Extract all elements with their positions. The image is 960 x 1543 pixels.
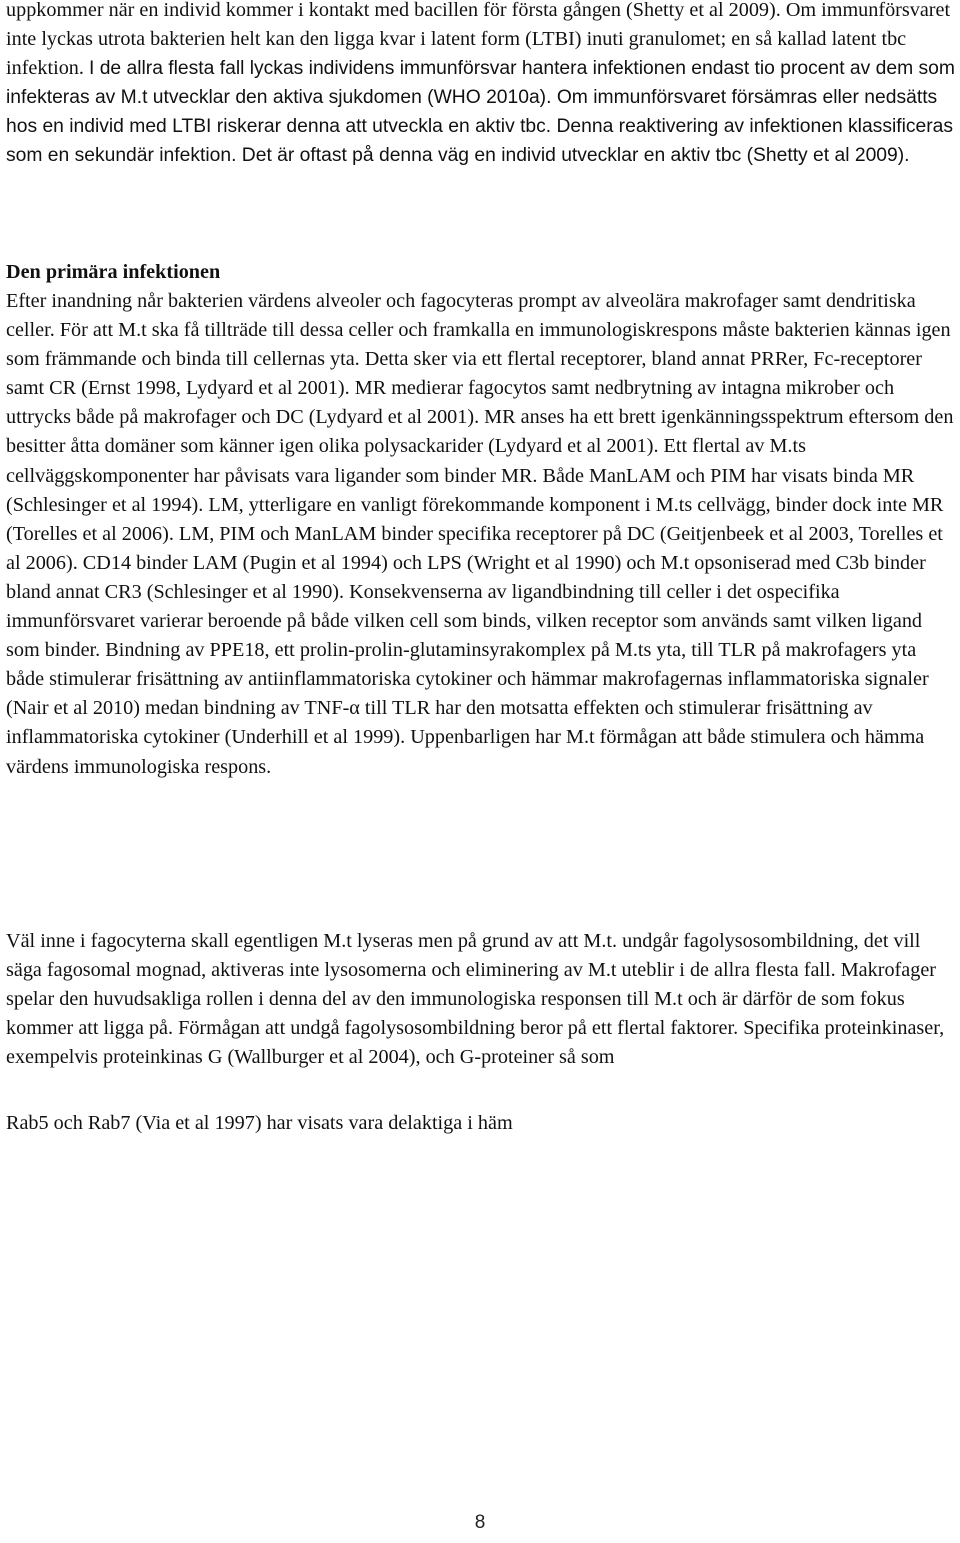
page-number: 8 (474, 1512, 486, 1533)
paragraph-phagocytes-last-line: Rab5 och Rab7 (Via et al 1997) har visats vara delaktiga i häm (6, 1112, 513, 1134)
section-heading-primary-infection: Den primära infektionen (6, 261, 221, 283)
paragraph-latent-tbc-serif-text: uppkommer när en individ kommer i kontakt med bacillen för första gången (Shetty et al 2009). Om immunförsvaret inte lyckas utrota bakterien helt kan den ligga kvar i latent form (LTBI) inuti granulomet; en så kallad latent tbc infektion. (6, 0, 951, 80)
paragraph-latent-tbc-sans-text: I de allra flesta fall lyckas individens immunförsvar hantera infektionen endast tio procent av dem som infekteras av M.t utvecklar den aktiva sjukdomen (WHO 2010a). Om immunförsvaret försämras eller nedsätts hos en individ med LTBI riskerar denna att utveckla en aktiv tbc. Denna reaktivering av infektionen klassificeras som en sekundär infektion. Det är oftast på denna väg en individ utvecklar en aktiv tbc (Shetty et al 2009). (6, 58, 955, 167)
paragraph-latent-tbc (6, 0, 956, 171)
paragraph-phagocytes: Väl inne i fagocyterna skall egentligen M.t lyseras men på grund av att M.t. undgår fagolysosombildning, det vill säga fagosomal mognad, aktiveras inte lysosomerna och eliminering av M.t uteblir i de allra flesta fall. Makrofager spelar den huvudsakliga rollen i denna del av den immunologiska responsen till M.t och är därför de som fokus kommer att ligga på. Förmågan att undgå fagolysosombildning beror på ett flertal faktorer. Specifika proteinkinaser, exempelvis proteinkinas G (Wallburger et al 2004), och G-proteiner så som (6, 930, 945, 1069)
paragraph-primary-infection: Efter inandning når bakterien värdens alveoler och fagocyteras prompt av alveolära makrofager samt dendritiska celler. För att M.t ska få tillträde till dessa celler och framkalla en immunologiskrespons måste bakterien kännas igen som främmande och binda till cellernas yta. Detta sker via ett flertal receptorer, bland annat PRRer, Fc-receptorer samt CR (Ernst 1998, Lydyard et al 2001). MR medierar fagocytos samt nedbrytning av intagna mikrober och uttrycks både på makrofager och DC (Lydyard et al 2001). MR anses ha ett brett igenkänningsspektrum eftersom den besitter åtta domäner som känner igen olika polysackarider (Lydyard et al 2001). Ett flertal av M.ts cellväggskomponenter har påvisats vara ligander som binder MR. Både ManLAM och PIM har visats binda MR (Schlesinger et al 1994). LM, ytterligare en vanligt förekommande komponent i M.ts cellvägg, binder dock inte MR (Torelles et al 2006). LM, PIM och ManLAM binder specifika receptorer på DC (Geitjenbeek et al 2003, Torelles et al 2006). CD14 binder LAM (Pugin et al 1994) och LPS (Wright et al 1990) och M.t opsoniserad med C3b binder bland annat CR3 (Schlesinger et al 1990). Konsekvenserna av ligandbindning till celler i det ospecifika immunförsvaret varierar beroende på både vilken cell som binds, vilken receptor som används samt vilken ligand som binder. Bindning av PPE18, ett prolin-prolin-glutaminsyrakomplex på M.ts yta, till TLR på makrofagers yta både stimulerar frisättning av antiinflammatoriska cytokiner och hämmar makrofagernas inflammatoriska signaler (Nair et al 2010) medan bindning av TNF-α till TLR har den motsatta effekten och stimulerar frisättning av inflammatoriska cytokiner (Underhill et al 1999). Uppenbarligen har M.t förmågan att både stimulera och hämma värdens immunologiska respons. (6, 290, 954, 778)
